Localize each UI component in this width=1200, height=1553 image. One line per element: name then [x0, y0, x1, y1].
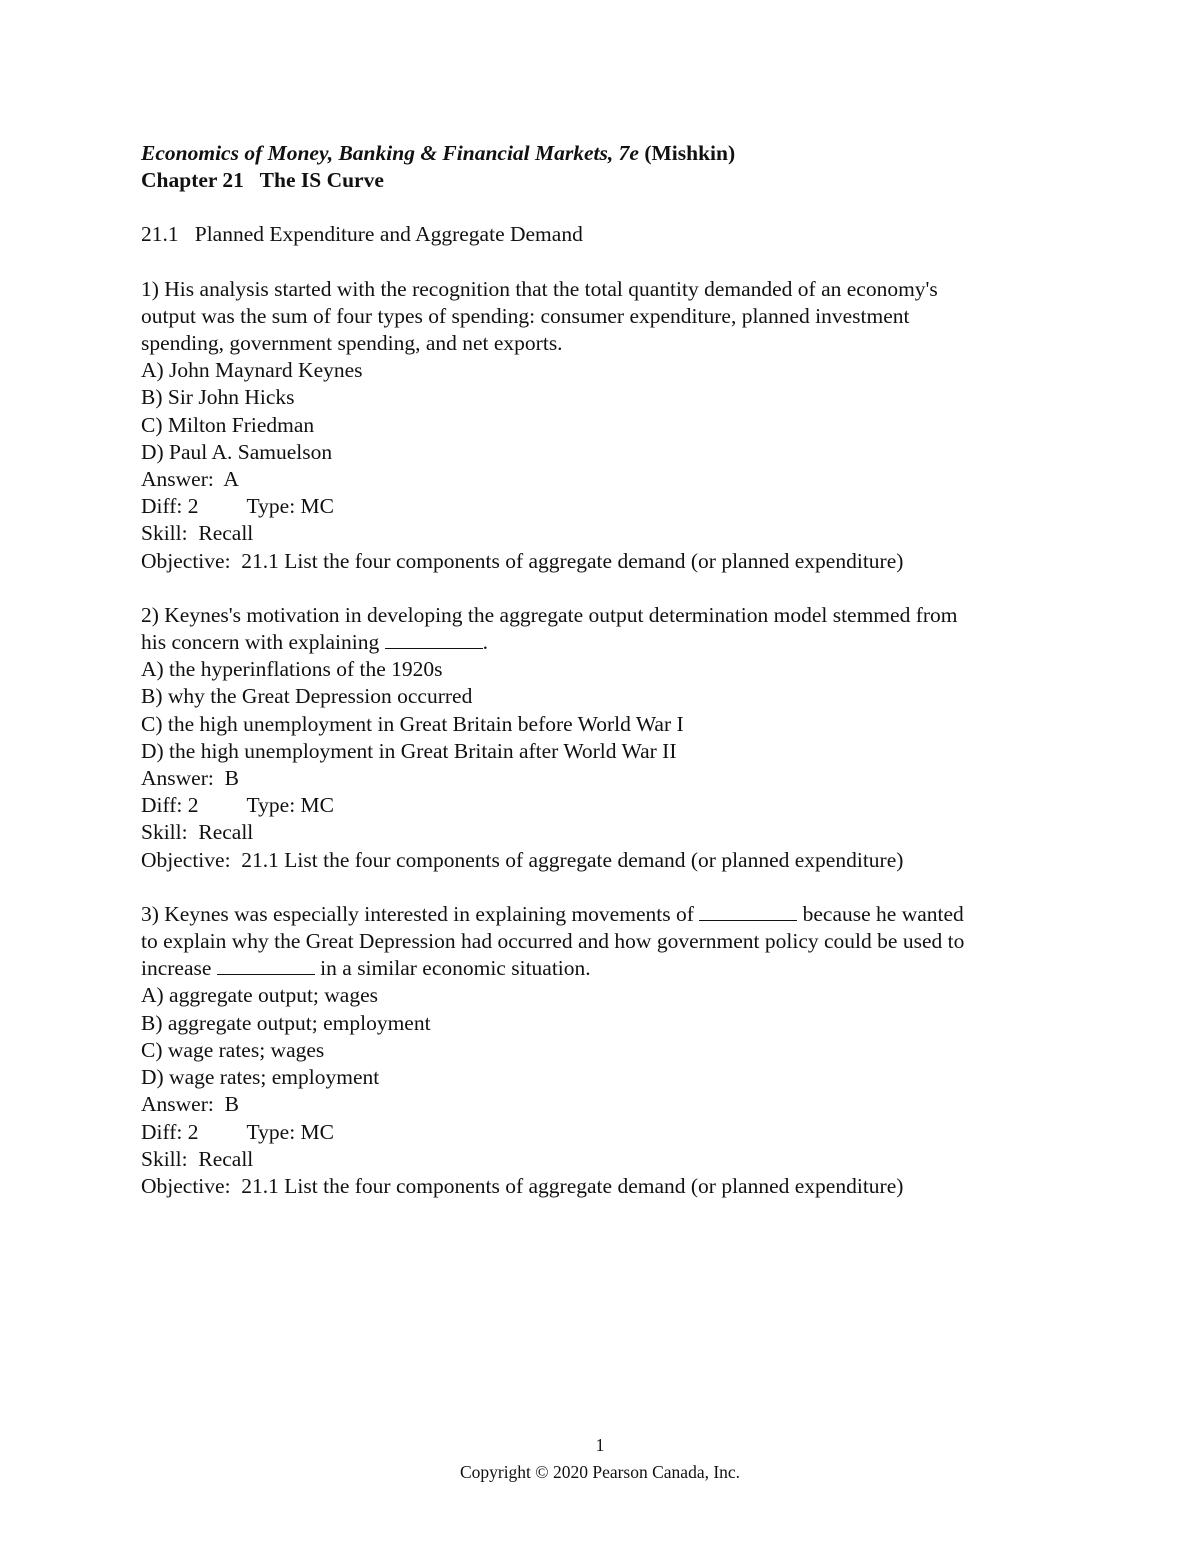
skill: Skill: Recall	[141, 820, 254, 845]
answer-key: Answer: B	[141, 766, 239, 791]
objective: Objective: 21.1 List the four components of aggregate demand (or planned expenditure)	[141, 847, 904, 872]
objective: Objective: 21.1 List the four components of aggregate demand (or planned expenditure)	[141, 1173, 904, 1198]
difficulty-type-line	[141, 493, 1101, 520]
book-title: Economics of Money, Banking & Financial Markets, 7e	[141, 141, 639, 165]
answer-option-d: D) wage rates; employment	[141, 1065, 380, 1090]
fill-in-blank	[385, 630, 483, 649]
answer-key: Answer: B	[141, 1092, 239, 1117]
answer-option-b: B) aggregate output; employment	[141, 1010, 431, 1035]
question-stem-line: 1) His analysis started with the recognition that the total quantity demanded of an economy's	[141, 276, 938, 301]
stem-text: in a similar economic situation.	[314, 956, 591, 981]
difficulty: Diff: 2	[141, 1119, 199, 1144]
question-3	[141, 901, 1101, 1200]
question-stem-line: to explain why the Great Depression had occurred and how government policy could be used to	[141, 929, 965, 954]
question-stem-line	[141, 955, 1101, 982]
book-title-line	[141, 140, 1101, 167]
stem-text: 3) Keynes was especially interested in explaining movements of	[141, 901, 700, 926]
fill-in-blank	[217, 956, 315, 975]
book-author: (Mishkin)	[644, 141, 736, 165]
copyright-notice: Copyright © 2020 Pearson Canada, Inc.	[459, 1462, 741, 1482]
fill-in-blank	[699, 902, 797, 921]
answer-option-b: B) Sir John Hicks	[141, 385, 295, 410]
question-type: Type: MC	[246, 494, 335, 519]
answer-option-d: D) the high unemployment in Great Britain after World War II	[141, 738, 677, 763]
skill: Skill: Recall	[141, 521, 254, 546]
chapter-title: Chapter 21 The IS Curve	[141, 168, 384, 193]
question-1	[141, 276, 1101, 575]
objective: Objective: 21.1 List the four components of aggregate demand (or planned expenditure)	[141, 548, 904, 573]
question-stem-line	[141, 901, 1101, 928]
answer-option-a: A) the hyperinflations of the 1920s	[141, 657, 443, 682]
section-heading: 21.1 Planned Expenditure and Aggregate Demand	[141, 222, 583, 247]
question-stem-line: 2) Keynes's motivation in developing the aggregate output determination model stemmed from	[141, 602, 958, 627]
answer-option-a: A) John Maynard Keynes	[141, 358, 363, 383]
answer-option-c: C) the high unemployment in Great Britain before World War I	[141, 711, 684, 736]
stem-text: .	[482, 630, 488, 655]
document-page	[141, 140, 1101, 1200]
difficulty: Diff: 2	[141, 793, 199, 818]
stem-text: increase	[141, 956, 217, 981]
question-stem-line	[141, 629, 1101, 656]
answer-key: Answer: A	[141, 467, 239, 492]
skill: Skill: Recall	[141, 1146, 254, 1171]
question-type: Type: MC	[246, 1119, 335, 1144]
answer-option-d: D) Paul A. Samuelson	[141, 439, 333, 464]
stem-text: because he wanted	[797, 901, 964, 926]
difficulty-type-line	[141, 1119, 1101, 1146]
difficulty-type-line	[141, 792, 1101, 819]
answer-option-c: C) Milton Friedman	[141, 412, 315, 437]
stem-text: his concern with explaining	[141, 630, 385, 655]
page-number: 1	[595, 1435, 605, 1455]
answer-option-b: B) why the Great Depression occurred	[141, 684, 473, 709]
question-type: Type: MC	[246, 793, 335, 818]
answer-option-c: C) wage rates; wages	[141, 1037, 325, 1062]
question-stem-line: output was the sum of four types of spending: consumer expenditure, planned investment	[141, 303, 910, 328]
difficulty: Diff: 2	[141, 494, 199, 519]
question-stem-line: spending, government spending, and net exports.	[141, 331, 563, 356]
answer-option-a: A) aggregate output; wages	[141, 983, 379, 1008]
question-2	[141, 602, 1101, 874]
